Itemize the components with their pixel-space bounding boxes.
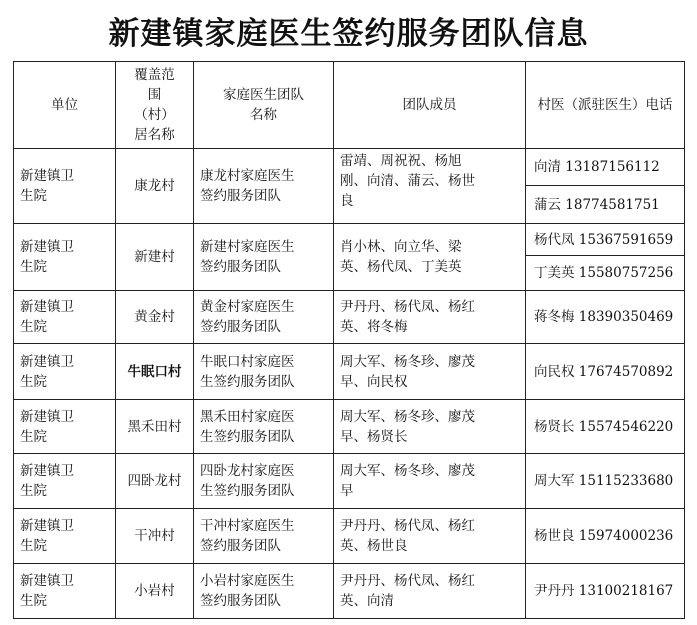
table-row: [14, 149, 685, 186]
cell-phone: 杨代凤 15367591659: [526, 224, 685, 256]
cell-phone: 向清 13187156112: [526, 149, 685, 186]
table-row: [14, 224, 685, 256]
cell-phone: 向民权 17674570892: [526, 344, 685, 400]
cell-members: 尹丹丹、杨代凤、杨红 英、杨世良: [334, 509, 526, 564]
cell-unit: 新建镇卫 生院: [14, 224, 116, 291]
cell-village: 康龙村: [116, 149, 194, 224]
cell-phone: 丁美英 15580757256: [526, 256, 685, 291]
table-row: [14, 564, 685, 619]
cell-team: 黄金村家庭医生 签约服务团队: [194, 291, 334, 344]
cell-team: 新建村家庭医生 签约服务团队: [194, 224, 334, 291]
cell-team: 黑禾田村家庭医 生签约服务团队: [194, 400, 334, 454]
header-phone: 村医（派驻医生）电话: [526, 62, 685, 149]
cell-phone: 尹丹丹 13100218167: [526, 564, 685, 619]
cell-team: 四卧龙村家庭医 生签约服务团队: [194, 454, 334, 509]
cell-members: 尹丹丹、杨代凤、杨红 英、将冬梅: [334, 291, 526, 344]
cell-phone: 蒋冬梅 18390350469: [526, 291, 685, 344]
page-title: 新建镇家庭医生签约服务团队信息: [108, 16, 589, 52]
header-unit: 单位: [14, 62, 116, 149]
cell-village: 新建村: [116, 224, 194, 291]
header-members: 团队成员: [334, 62, 526, 149]
table-row: [14, 509, 685, 564]
cell-village: 黑禾田村: [116, 400, 194, 454]
cell-unit: 新建镇卫 生院: [14, 509, 116, 564]
cell-phone: 杨世良 15974000236: [526, 509, 685, 564]
cell-members: 周大军、杨冬珍、廖茂 早: [334, 454, 526, 509]
cell-members: 肖小林、向立华、梁 英、杨代凤、丁美英: [334, 224, 526, 291]
cell-members: 周大军、杨冬珍、廖茂 早、向民权: [334, 344, 526, 400]
cell-team: 小岩村家庭医生 签约服务团队: [194, 564, 334, 619]
table-row: [14, 454, 685, 509]
header-coverage: 覆盖范 围 （村） 居名称: [116, 62, 194, 149]
header-team-name: 家庭医生团队 名称: [194, 62, 334, 149]
cell-unit: 新建镇卫 生院: [14, 564, 116, 619]
cell-village: 黄金村: [116, 291, 194, 344]
cell-team: 康龙村家庭医生 签约服务团队: [194, 149, 334, 224]
cell-village: 牛眠口村: [116, 344, 194, 400]
cell-unit: 新建镇卫 生院: [14, 291, 116, 344]
table-row: [14, 344, 685, 400]
cell-members: 雷靖、周祝祝、杨旭 刚、向清、蒲云、杨世 良: [334, 149, 526, 224]
table-header-row: [14, 62, 685, 149]
cell-members: 尹丹丹、杨代凤、杨红 英、向清: [334, 564, 526, 619]
table-row: [14, 400, 685, 454]
cell-phone: 杨贤长 15574546220: [526, 400, 685, 454]
cell-phone: 周大军 15115233680: [526, 454, 685, 509]
cell-phone: 蒲云 18774581751: [526, 186, 685, 224]
cell-village: 干冲村: [116, 509, 194, 564]
team-info-table: [13, 61, 685, 619]
cell-unit: 新建镇卫 生院: [14, 344, 116, 400]
cell-village: 小岩村: [116, 564, 194, 619]
cell-unit: 新建镇卫 生院: [14, 400, 116, 454]
cell-unit: 新建镇卫 生院: [14, 149, 116, 224]
cell-unit: 新建镇卫 生院: [14, 454, 116, 509]
table-row: [14, 291, 685, 344]
cell-village: 四卧龙村: [116, 454, 194, 509]
cell-team: 干冲村家庭医生 签约服务团队: [194, 509, 334, 564]
cell-members: 周大军、杨冬珍、廖茂 早、杨贤长: [334, 400, 526, 454]
cell-team: 牛眠口村家庭医 生签约服务团队: [194, 344, 334, 400]
